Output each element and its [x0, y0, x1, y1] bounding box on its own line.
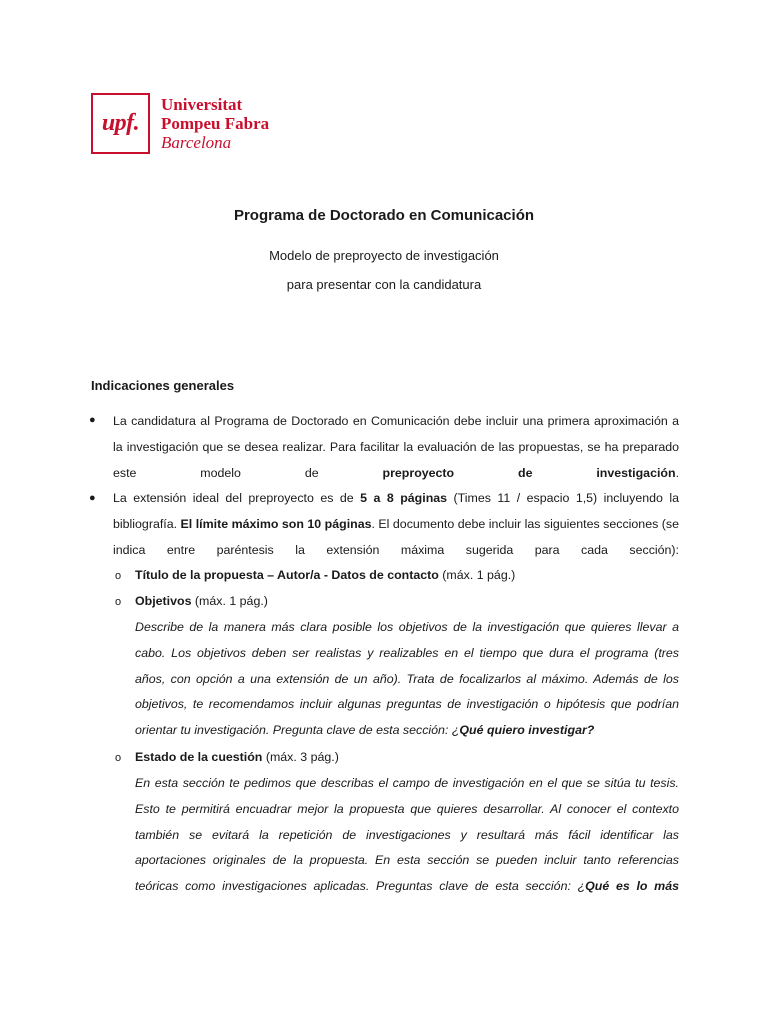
item-title-extent: (máx. 1 pág.): [191, 594, 268, 608]
text-run: . El documento debe incluir las siguientes secciones (se: [371, 516, 679, 531]
key-question: Qué es lo más: [585, 879, 679, 894]
paragraph-line: también se evitará la repetición de investigaciones y resultará más fácil identificar las: [135, 827, 679, 842]
item-title-extent: (máx. 1 pág.): [438, 568, 516, 582]
item-title-bold: Título de la propuesta – Autor/a - Datos de contacto: [135, 568, 439, 582]
section-item-estado: [135, 745, 679, 771]
key-question: Qué quiero investigar?: [459, 723, 595, 738]
university-name: [161, 95, 269, 152]
bullet-paragraph-1: [113, 409, 679, 486]
paragraph-line: Describe de la manera más clara posible los objetivos de la investigación que quieres llevar a: [135, 620, 679, 634]
paragraph-line: [135, 874, 679, 900]
text-run-bold: El límite máximo son 10 páginas: [180, 516, 372, 531]
university-name-line3: Barcelona: [161, 133, 232, 152]
text-run-bold: preproyecto de investigación: [382, 465, 676, 480]
text-run: La extensión ideal del preproyecto es de: [113, 491, 361, 505]
section-heading: Indicaciones generales: [91, 378, 235, 393]
paragraph-line: [113, 512, 679, 538]
paragraph-line: indica entre paréntesis la extensión máxima sugerida para cada sección):: [113, 542, 679, 557]
bullet-dot: ●: [89, 414, 96, 426]
text-run: (Times 11 / espacio 1,5) incluyendo la: [447, 491, 679, 505]
bullet-paragraph-2: [113, 486, 679, 563]
paragraph-line: aportaciones originales de la propuesta. En esta sección se pueden incluir tanto referencias: [135, 853, 679, 868]
text-run: teóricas como investigaciones aplicadas. Preguntas clave de esta sección: ¿: [135, 879, 586, 894]
objetivos-description: [135, 615, 679, 744]
document-title: Programa de Doctorado en Comunicación: [233, 207, 535, 224]
document-subtitle-2: para presentar con la candidatura: [286, 277, 482, 292]
text-run: .: [675, 465, 679, 480]
paragraph-line: [113, 486, 679, 512]
item-title-bold: Estado de la cuestión: [135, 750, 263, 764]
item-title-bold: Objetivos: [135, 594, 192, 608]
university-name-line1: Universitat: [161, 95, 243, 114]
university-name-line2: Pompeu Fabra: [161, 114, 270, 133]
paragraph-line: Esto te permitirá encuadrar mejor la propuesta que quieres desarrollar. Al conocer el contexto: [135, 801, 679, 816]
upf-logo-mark: upf.: [101, 110, 140, 136]
paragraph-line: años, con opción a una extensión de un año). Trata de focalizarlos al máximo. Además de los: [135, 671, 679, 686]
paragraph-line: cabo. Los objetivos deben ser realistas y realizables en el tiempo que dura el programa (tres: [135, 645, 679, 660]
bullet-dot: ●: [89, 492, 96, 504]
section-item-title: [135, 563, 679, 589]
sub-bullet-circle: o: [115, 570, 122, 582]
upf-logo: [91, 93, 150, 154]
estado-description: [135, 771, 679, 900]
section-item-objetivos: [135, 589, 679, 615]
paragraph-line: la investigación que se desea realizar. Para facilitar la evaluación de las propuestas, se ha preparado: [113, 439, 679, 454]
paragraph-line: [135, 718, 679, 744]
paragraph-line: objetivos, te recomendamos incluir algunas preguntas de investigación o hipótesis que podrían: [135, 697, 679, 712]
item-title-extent: (máx. 3 pág.): [262, 750, 339, 764]
text-run: bibliografía.: [113, 516, 181, 531]
paragraph-line: La candidatura al Programa de Doctorado en Comunicación debe incluir una primera aproximación a: [113, 414, 679, 428]
text-run-bold: 5 a 8 páginas: [360, 491, 448, 505]
text-run: este modelo de: [113, 465, 383, 480]
text-run: orientar tu investigación. Pregunta clave de esta sección: ¿: [135, 723, 460, 738]
paragraph-line: En esta sección te pedimos que describas el campo de investigación en el que se sitúa tu tesis.: [135, 776, 679, 790]
sub-bullet-circle: o: [115, 752, 122, 764]
sub-bullet-circle: o: [115, 596, 122, 608]
paragraph-line: [113, 461, 679, 487]
document-subtitle-1: Modelo de preproyecto de investigación: [269, 248, 499, 263]
